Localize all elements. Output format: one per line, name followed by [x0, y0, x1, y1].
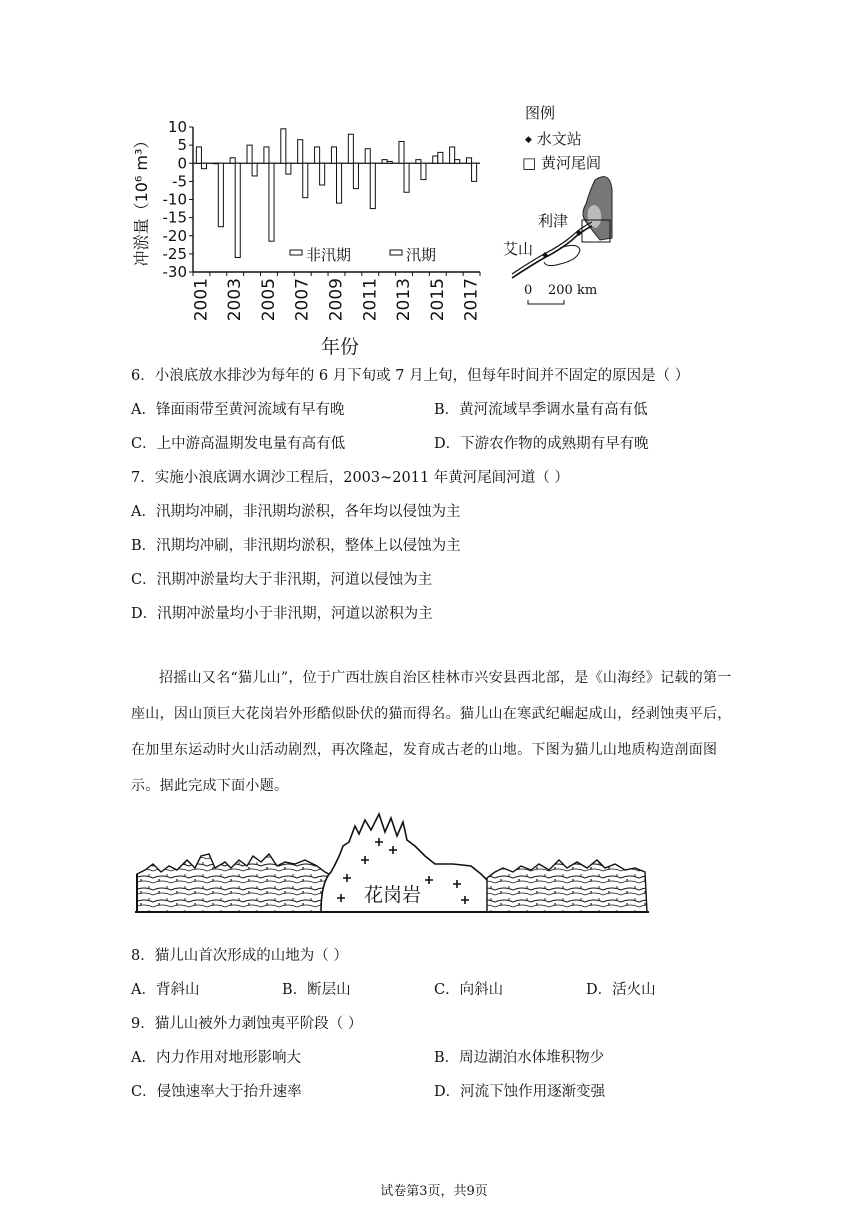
- q9-option-a: A．内力作用对地形影响大: [131, 1050, 301, 1066]
- bar-flood: [404, 163, 409, 192]
- bar-flood: [218, 163, 223, 226]
- map-label-aishan: 艾山: [503, 240, 534, 258]
- sediment-bar-chart: [125, 115, 495, 360]
- bar-non-flood: [433, 156, 438, 163]
- bar-non-flood: [466, 158, 471, 163]
- bar-flood: [320, 163, 325, 185]
- map-scale-zero: 0: [524, 283, 533, 298]
- map-legend-title: 图例: [525, 104, 556, 122]
- legend-label: 非汛期: [306, 246, 352, 264]
- bar-flood: [337, 163, 342, 203]
- q6-option-a: A．锋面雨带至黄河流域有早有晚: [131, 402, 345, 418]
- bar-flood: [235, 163, 240, 257]
- bar-non-flood: [399, 142, 404, 164]
- tail-box-icon: □: [522, 154, 537, 172]
- bar-non-flood: [281, 129, 286, 163]
- x-tick-label: 2009: [326, 278, 347, 322]
- q6-stem: 6．小浪底放水排沙为每年的 6 月下旬或 7 月上旬，但每年时间并不固定的原因是（ ）: [131, 368, 690, 384]
- bar-flood: [269, 163, 274, 241]
- bar-flood: [455, 160, 460, 164]
- bar-non-flood: [213, 163, 218, 164]
- bar-flood: [303, 163, 308, 197]
- q8-option-a: A．背斜山: [131, 982, 200, 998]
- x-tick-label: 2011: [360, 278, 381, 322]
- page-footer: 试卷第3页，共9页: [380, 1184, 488, 1199]
- bar-non-flood: [382, 160, 387, 164]
- y-axis-title: 冲淤量（10⁶ m³）: [132, 132, 151, 267]
- x-tick-label: 2017: [461, 278, 482, 322]
- q6-option-c: C．上中游高温期发电量有高有低: [131, 436, 346, 452]
- map-scale-distance: 200 km: [548, 283, 598, 298]
- q9-option-c: C．侵蚀速率大于抬升速率: [131, 1084, 302, 1100]
- bar-non-flood: [331, 147, 336, 163]
- bar-flood: [252, 163, 257, 176]
- bar-flood: [353, 163, 358, 188]
- bar-non-flood: [365, 149, 370, 164]
- y-tick-label: -5: [172, 172, 187, 191]
- granite-label: 花岗岩: [364, 884, 422, 906]
- bar-flood: [438, 152, 443, 163]
- bar-non-flood: [450, 147, 455, 163]
- bar-non-flood: [348, 134, 353, 163]
- q8-option-c: C．向斜山: [434, 982, 504, 998]
- map-legend-item-station: [525, 128, 582, 149]
- bar-flood: [370, 163, 375, 208]
- q6-option-d: D．下游农作物的成熟期有早有晚: [434, 436, 649, 452]
- y-tick-label: -15: [162, 208, 187, 227]
- y-tick-label: -20: [162, 226, 187, 245]
- passage-text: [131, 660, 739, 804]
- station-label: 水文站: [536, 130, 582, 148]
- bar-non-flood: [416, 160, 421, 164]
- x-axis-title: 年份: [320, 336, 360, 358]
- x-tick-label: 2003: [225, 278, 246, 322]
- bar-non-flood: [196, 147, 201, 163]
- bar-non-flood: [264, 147, 269, 163]
- q9-option-d: D．河流下蚀作用逐渐变强: [434, 1084, 606, 1100]
- x-tick-label: 2001: [191, 278, 212, 322]
- y-tick-label: 10: [167, 118, 187, 136]
- bar-flood: [421, 163, 426, 179]
- bar-flood: [387, 161, 392, 163]
- bar-flood: [472, 163, 477, 181]
- y-tick-label: -10: [162, 190, 187, 209]
- y-tick-label: 5: [177, 136, 187, 155]
- q7-stem: 7．实施小浪底调水调沙工程后，2003~2011 年黄河尾闾河道（ ）: [131, 470, 569, 486]
- q9-option-b: B．周边湖泊水体堆积物少: [434, 1050, 605, 1066]
- passage-body: 招摇山又名“猫儿山”，位于广西壮族自治区桂林市兴安县西北部，是《山海经》记载的第一座山，因山顶巨大花岗岩外形酷似卧伏的猫而得名。猫儿山在寒武纪崛起成山，经剥蚀夷平后，在加里东运动时火山活动剧烈，再次隆起，发育成古老的山地。下图为猫儿山地质构造剖面图示。据此完成下面小题。: [131, 670, 732, 794]
- bar-non-flood: [298, 140, 303, 164]
- q8-stem: 8．猫儿山首次形成的山地为（ ）: [131, 948, 348, 964]
- y-tick-label: 0: [177, 154, 187, 173]
- legend-label: 汛期: [406, 246, 437, 264]
- legend-swatch: [290, 250, 302, 255]
- map-label-lijin: 利津: [538, 212, 569, 230]
- q7-option-a: A．汛期均冲刷，非汛期均淤积，各年均以侵蚀为主: [131, 504, 461, 520]
- q7-option-d: D．汛期冲淤量均小于非汛期，河道以淤积为主: [131, 606, 433, 622]
- x-tick-label: 2015: [427, 278, 448, 322]
- x-tick-label: 2007: [292, 278, 313, 322]
- x-tick-label: 2005: [258, 278, 279, 322]
- y-tick-label: -25: [162, 244, 187, 263]
- bar-non-flood: [247, 145, 252, 163]
- y-tick-label: -30: [162, 263, 187, 281]
- q7-option-b: B．汛期均冲刷，非汛期均淤积，整体上以侵蚀为主: [131, 538, 461, 554]
- q7-option-c: C．汛期冲淤量均大于非汛期，河道以侵蚀为主: [131, 572, 433, 588]
- map-figure: [500, 100, 640, 310]
- x-tick-label: 2013: [394, 278, 415, 322]
- tail-label: 黄河尾闾: [540, 154, 601, 172]
- bar-flood: [286, 163, 291, 174]
- bar-non-flood: [315, 147, 320, 163]
- bar-flood: [201, 163, 206, 168]
- q8-option-d: D．活火山: [586, 982, 656, 998]
- bar-non-flood: [230, 158, 235, 163]
- q8-option-b: B．断层山: [282, 982, 351, 998]
- q9-stem: 9．猫儿山被外力剥蚀夷平阶段（ ）: [131, 1016, 363, 1032]
- station-marker-icon: ◆: [525, 135, 532, 145]
- q6-option-b: B．黄河流域旱季调水量有高有低: [434, 402, 648, 418]
- legend-swatch: [390, 250, 402, 255]
